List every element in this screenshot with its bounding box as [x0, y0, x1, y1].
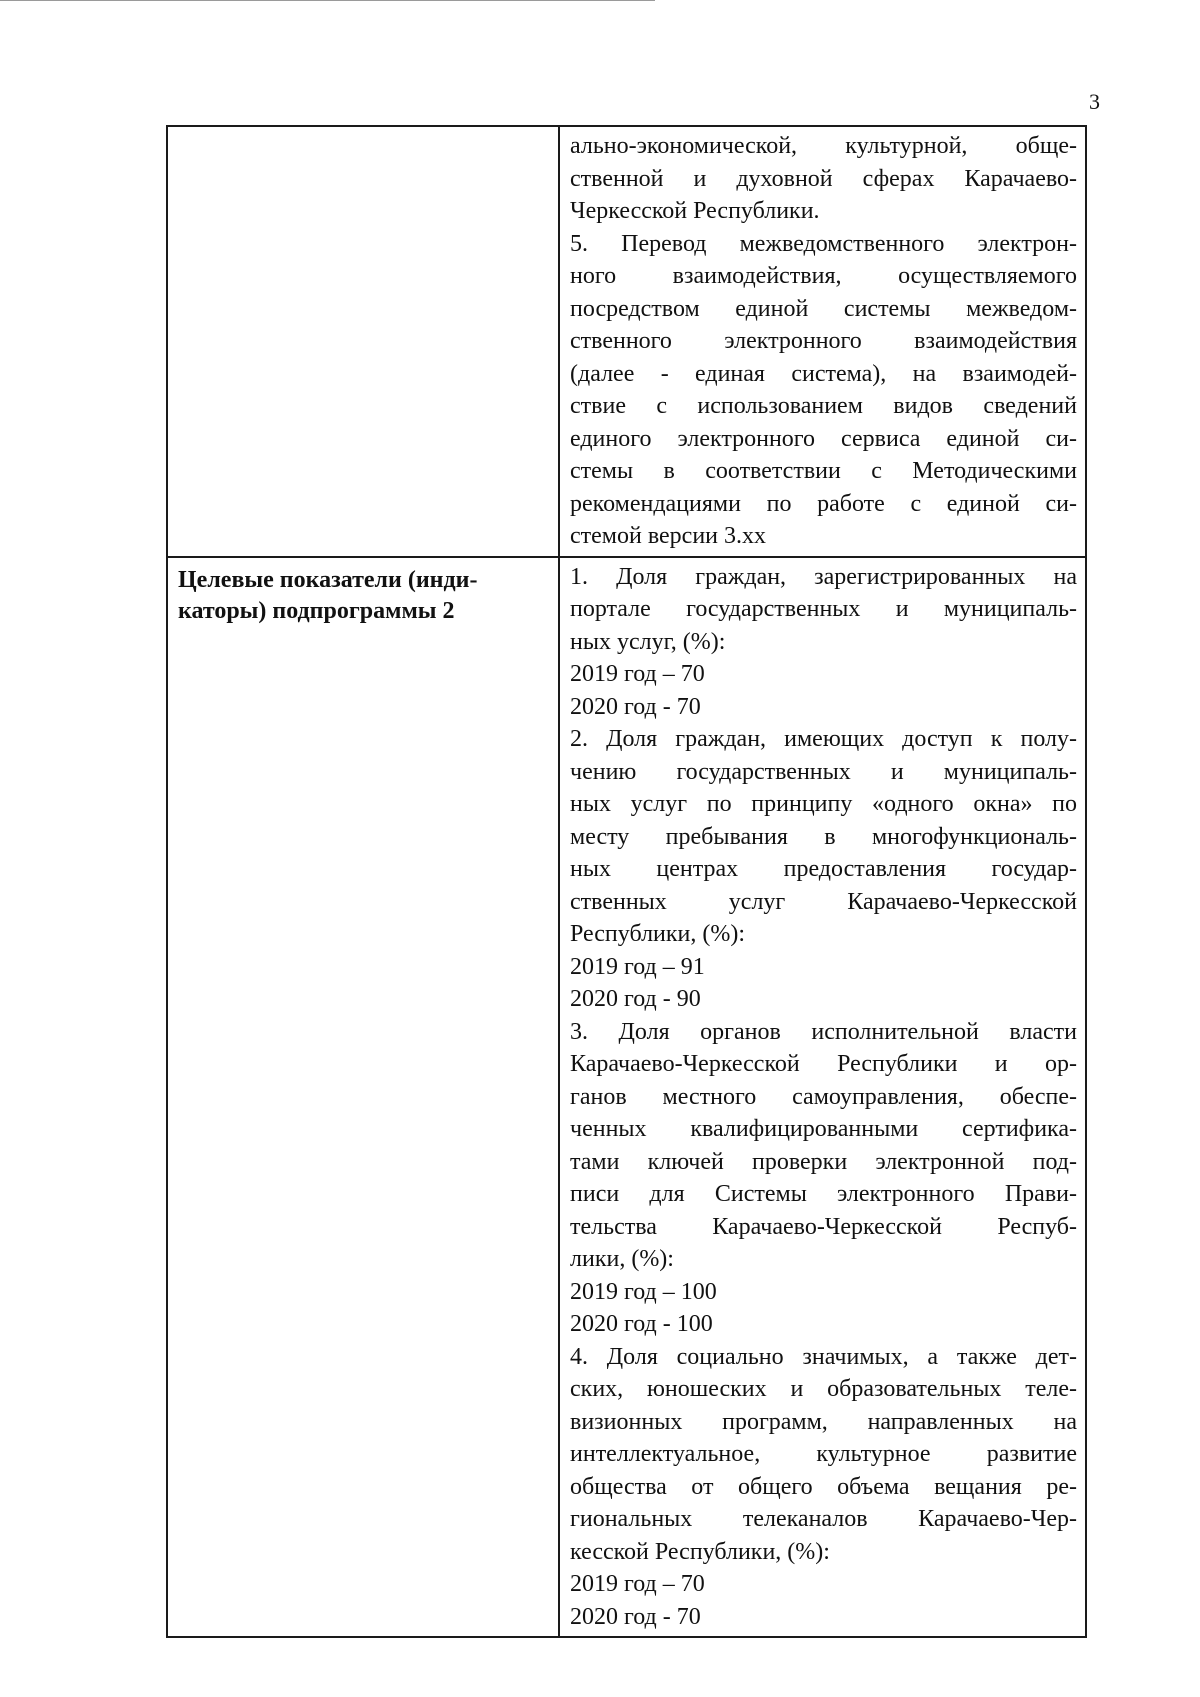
content-line: ных услуг, (%):	[570, 628, 726, 655]
table-row-target-indicators	[167, 557, 1086, 1638]
content-line: ного взаимодействия, осуществляемого	[570, 263, 1077, 289]
content-line: ственного электронного взаимодействия	[570, 328, 1077, 354]
content-line: чению государственных и муниципаль-	[570, 758, 1077, 785]
content-line: интеллектуальное, культурное развитие	[570, 1441, 1077, 1467]
row-label	[168, 558, 558, 627]
content-line: (далее - единая система), на взаимодей-	[570, 360, 1077, 387]
label-line: каторы) подпрограммы 2	[178, 597, 455, 624]
content-line: 2. Доля граждан, имеющих доступ к полу-	[570, 726, 1077, 752]
content-line: гиональных телеканалов Карачаево-Чер-	[570, 1506, 1077, 1532]
row-content-cell	[559, 126, 1086, 557]
content-line: тами ключей проверки электронной под-	[570, 1148, 1077, 1175]
row-content-cell	[559, 557, 1086, 1638]
content-line: 2019 год – 91	[570, 953, 705, 980]
content-line: кесской Республики, (%):	[570, 1538, 830, 1565]
content-line: 2020 год - 90	[570, 986, 701, 1012]
table-row-continuation	[167, 126, 1086, 557]
content-line: 4. Доля социально значимых, а также дет-	[570, 1343, 1077, 1370]
content-line: ных центрах предоставления государ-	[570, 856, 1077, 882]
content-line: 2020 год - 70	[570, 693, 701, 720]
content-line: единого электронного сервиса единой си-	[570, 425, 1077, 452]
content-line: стемой версии 3.хх	[570, 523, 767, 549]
row-label	[168, 127, 558, 134]
row-label-cell	[167, 557, 559, 1638]
content-line: 2020 год - 100	[570, 1311, 713, 1337]
content-line: 2020 год - 70	[570, 1603, 701, 1630]
scan-edge-line	[0, 0, 655, 1]
content-line: 2019 год – 70	[570, 1571, 705, 1597]
content-line: портале государственных и муниципаль-	[570, 596, 1077, 622]
subprogram-passport-table	[166, 125, 1087, 1638]
content-line: ных услуг по принципу «одного окна» по	[570, 791, 1077, 817]
content-line: Карачаево-Черкесской Республики и ор-	[570, 1051, 1077, 1077]
page-number: 3	[1089, 89, 1100, 114]
row-content	[560, 558, 1085, 1637]
row-content	[560, 127, 1085, 556]
content-line: ганов местного самоуправления, обеспе-	[570, 1083, 1077, 1110]
content-line: 2019 год – 70	[570, 661, 705, 687]
content-line: Черкесской Республики.	[570, 198, 820, 224]
content-line: ально-экономической, культурной, обще-	[570, 133, 1077, 159]
content-line: ственных услуг Карачаево-Черкесской	[570, 888, 1077, 915]
content-line: Республики, (%):	[570, 921, 746, 947]
content-line: 3. Доля органов исполнительной власти	[570, 1018, 1077, 1045]
row-label-cell	[167, 126, 559, 557]
content-line: рекомендациями по работе с единой си-	[570, 490, 1077, 517]
content-line: визионных программ, направленных на	[570, 1408, 1077, 1435]
content-line: ских, юношеских и образовательных теле-	[570, 1376, 1077, 1402]
content-line: 1. Доля граждан, зарегистрированных на	[570, 563, 1077, 590]
content-line: общества от общего объема вещания ре-	[570, 1473, 1077, 1500]
content-line: ченных квалифицированными сертифика-	[570, 1116, 1077, 1142]
content-line: 2019 год – 100	[570, 1278, 717, 1305]
content-line: тельства Карачаево-Черкесской Респуб-	[570, 1213, 1077, 1240]
content-line: лики, (%):	[570, 1246, 674, 1272]
content-line: посредством единой системы межведом-	[570, 295, 1077, 322]
content-line: ствие с использованием видов сведений	[570, 393, 1077, 419]
label-line: Целевые показатели (инди-	[178, 566, 478, 593]
content-line: месту пребывания в многофункциональ-	[570, 823, 1077, 850]
content-line: ственной и духовной сферах Карачаево-	[570, 165, 1077, 192]
content-line: 5. Перевод межведомственного электрон-	[570, 230, 1077, 257]
content-line: стемы в соответствии с Методическими	[570, 458, 1077, 484]
content-line: писи для Системы электронного Прави-	[570, 1181, 1077, 1207]
